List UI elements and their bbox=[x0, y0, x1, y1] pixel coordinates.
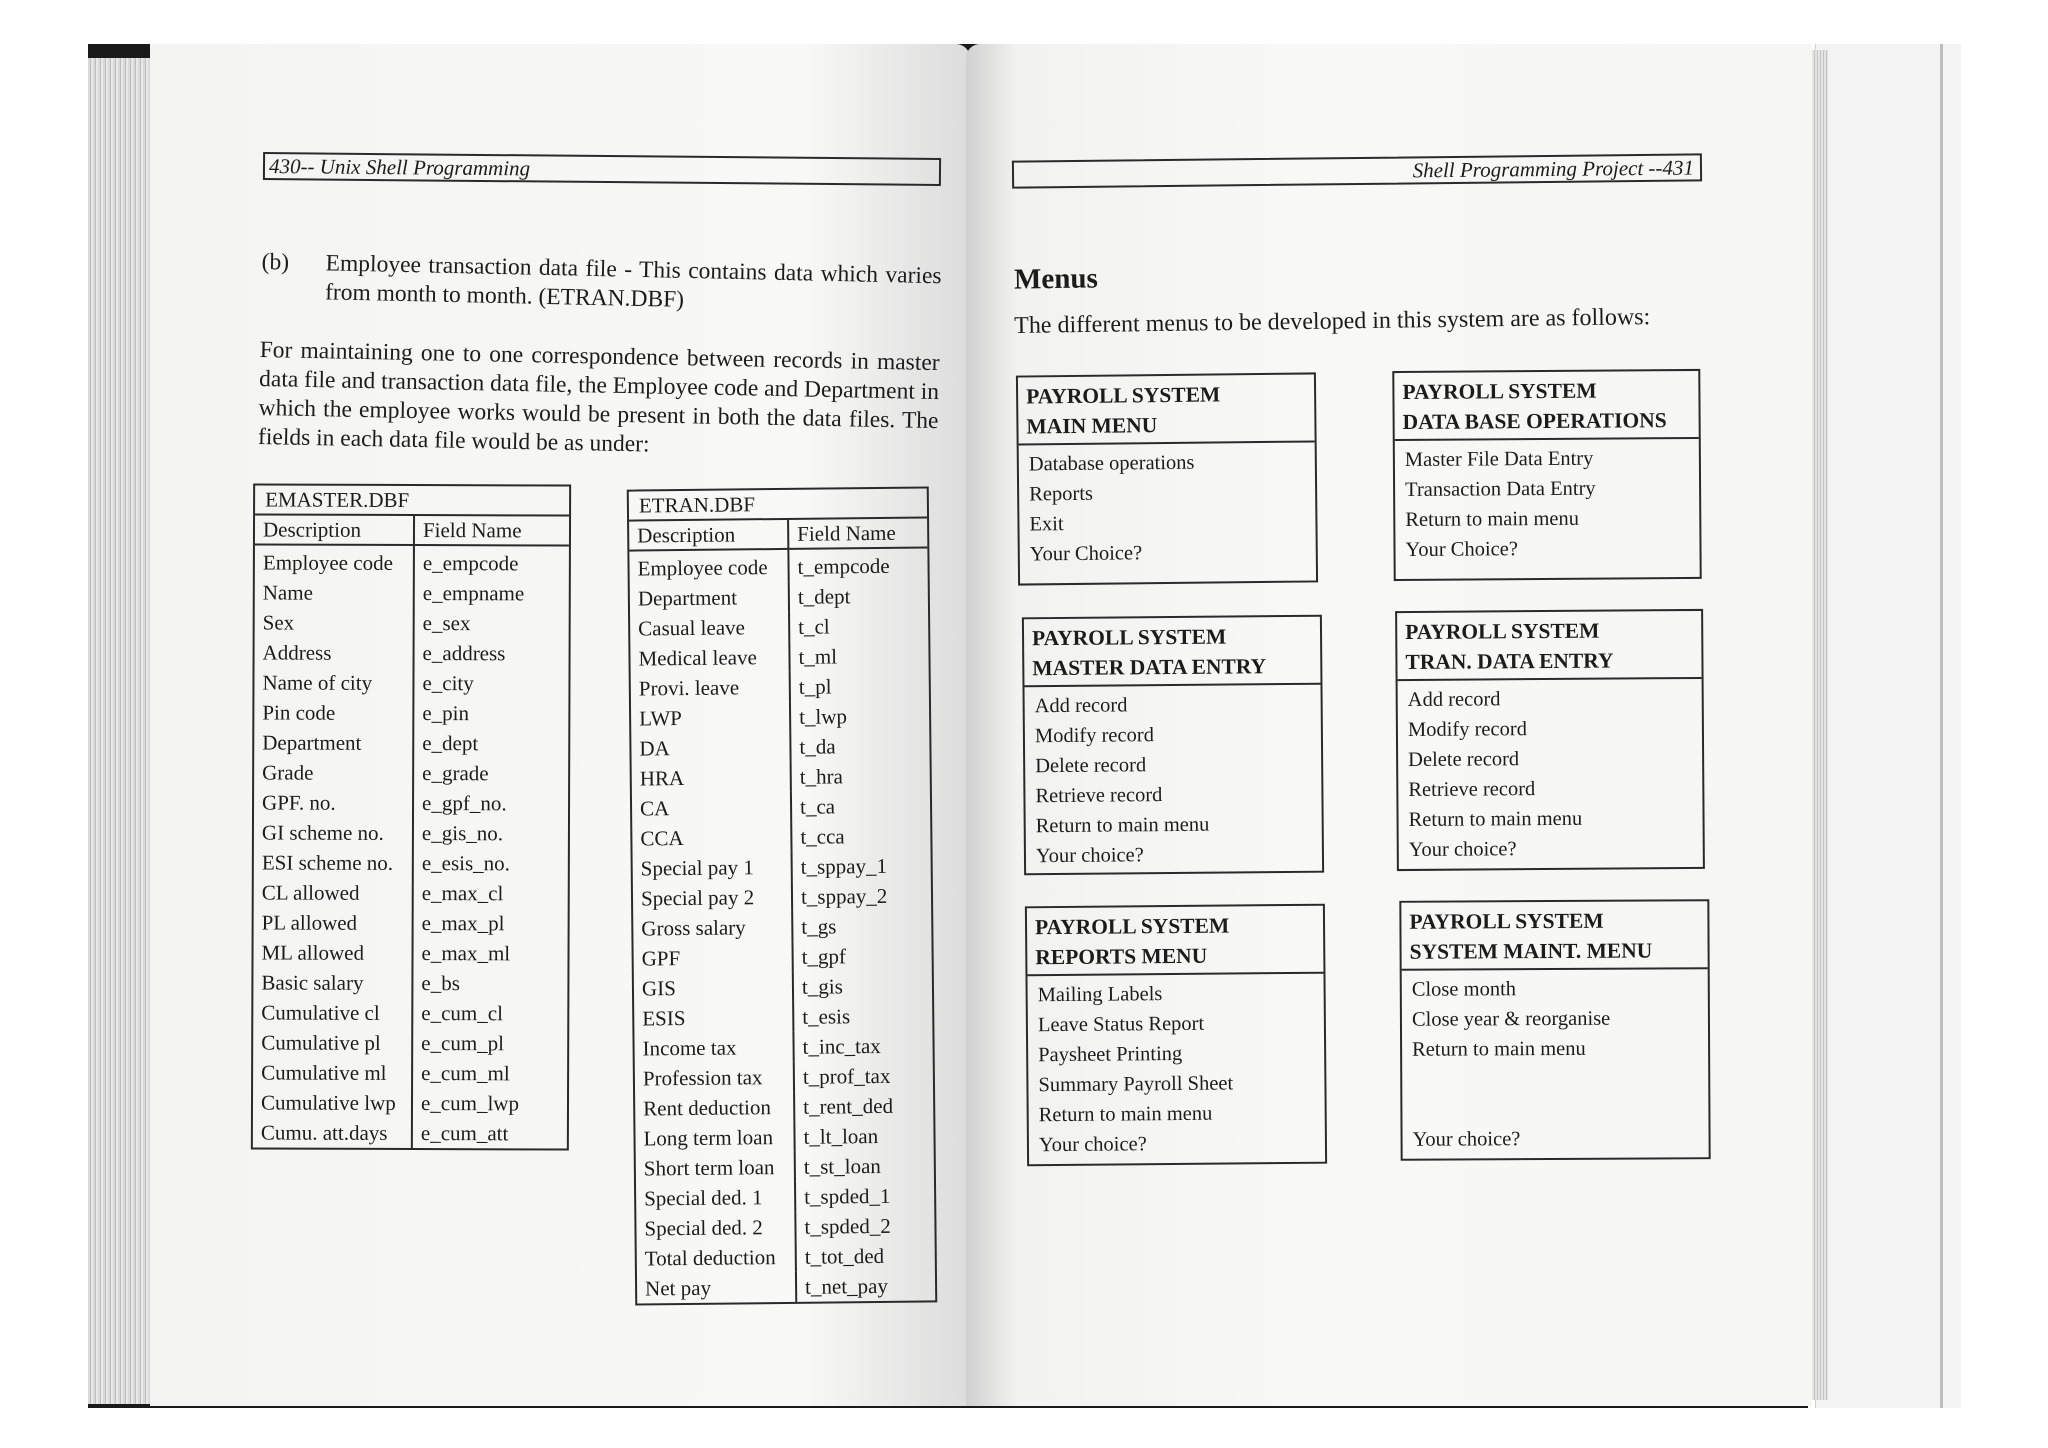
emaster-table bbox=[251, 483, 571, 1150]
menu-title bbox=[1018, 374, 1315, 445]
etran-description-cell: Special ded. 2 bbox=[636, 1212, 795, 1244]
etran-field-cell: t_cl bbox=[798, 614, 830, 639]
menu-title bbox=[1024, 617, 1321, 688]
etran-description-cell: Net pay bbox=[637, 1272, 796, 1304]
emaster-description-cell: Address bbox=[255, 637, 414, 668]
emaster-field-cell: e_esis_no. bbox=[421, 851, 510, 876]
etran-description-cell: Special ded. 1 bbox=[636, 1182, 795, 1214]
etran-field-cell: t_prof_tax bbox=[802, 1063, 891, 1089]
etran-description-cell: CA bbox=[632, 792, 791, 824]
emaster-row bbox=[255, 577, 569, 608]
emaster-field-cell: e_dept bbox=[422, 731, 479, 756]
emaster-description-cell: ML allowed bbox=[253, 937, 412, 968]
menu-item: Retrieve record bbox=[1408, 778, 1536, 801]
emaster-row bbox=[253, 1057, 567, 1088]
etran-description-cell: Special pay 1 bbox=[633, 852, 792, 884]
emaster-table-body bbox=[253, 544, 569, 1148]
emaster-description-cell: CL allowed bbox=[254, 877, 413, 908]
menu-item: Close month bbox=[1411, 978, 1517, 1001]
menu-title-line1: PAYROLL SYSTEM bbox=[1409, 908, 1604, 934]
emaster-description-cell: GPF. no. bbox=[254, 787, 413, 818]
menu-item: Your Choice? bbox=[1029, 542, 1143, 566]
etran-col-field: Field Name bbox=[788, 518, 927, 548]
menu-item: Return to main menu bbox=[1405, 507, 1580, 531]
emaster-description-cell: ESI scheme no. bbox=[254, 847, 413, 878]
menu-title-line2: DATA BASE OPERATIONS bbox=[1402, 408, 1667, 435]
menu-title bbox=[1394, 371, 1698, 441]
emaster-description-cell: Department bbox=[254, 727, 413, 758]
etran-description-cell: GIS bbox=[634, 972, 793, 1004]
menu-item: Retrieve record bbox=[1035, 784, 1163, 808]
etran-row bbox=[637, 1240, 935, 1273]
emaster-row bbox=[254, 817, 568, 848]
menu-item: Your choice? bbox=[1412, 1128, 1521, 1151]
etran-row bbox=[629, 547, 927, 583]
etran-field-cell: t_sppay_1 bbox=[800, 853, 888, 879]
emaster-field-cell: e_max_ml bbox=[421, 941, 511, 966]
etran-field-cell: t_empcode bbox=[797, 553, 890, 579]
menu-title-line2: TRAN. DATA ENTRY bbox=[1405, 648, 1614, 675]
emaster-row bbox=[255, 544, 569, 578]
emaster-description-cell: Sex bbox=[255, 607, 414, 638]
etran-description-cell: Special pay 2 bbox=[633, 882, 792, 914]
etran-field-cell: t_ml bbox=[798, 644, 838, 669]
emaster-row bbox=[254, 907, 568, 938]
etran-field-cell: t_hra bbox=[799, 764, 844, 789]
emaster-description-cell: Grade bbox=[254, 757, 413, 788]
menu-items bbox=[1398, 679, 1703, 869]
menu-item: Reports bbox=[1029, 482, 1094, 506]
menu-item: Your choice? bbox=[1038, 1133, 1147, 1157]
etran-field-cell: t_da bbox=[799, 734, 836, 759]
menu-item: Return to main menu bbox=[1035, 813, 1210, 838]
etran-field-cell: t_gis bbox=[801, 974, 843, 999]
menu-title bbox=[1027, 906, 1324, 977]
emaster-row bbox=[255, 607, 569, 638]
right-cover-flap bbox=[1815, 44, 1961, 1408]
etran-row bbox=[634, 1030, 932, 1063]
menu-items bbox=[1402, 969, 1709, 1159]
etran-description-cell: Profession tax bbox=[635, 1062, 794, 1094]
menu-spacer bbox=[1412, 1063, 1698, 1124]
emaster-row bbox=[254, 847, 568, 878]
emaster-row bbox=[254, 787, 568, 818]
emaster-row bbox=[254, 877, 568, 908]
menu-title-line1: PAYROLL SYSTEM bbox=[1031, 624, 1227, 651]
emaster-row bbox=[253, 1087, 567, 1118]
etran-field-cell: t_spded_2 bbox=[804, 1213, 891, 1239]
database-operations-menu-box bbox=[1392, 369, 1701, 581]
etran-row bbox=[631, 730, 929, 763]
etran-description-cell: DA bbox=[631, 732, 790, 764]
menu-items bbox=[1024, 685, 1322, 876]
menu-item: Your choice? bbox=[1408, 838, 1517, 861]
etran-field-cell: t_cca bbox=[800, 824, 845, 849]
menu-title-line2: REPORTS MENU bbox=[1035, 943, 1208, 970]
left-running-header: 430-- Unix Shell Programming bbox=[263, 152, 941, 186]
etran-col-description: Description bbox=[629, 520, 788, 551]
emaster-row bbox=[253, 1117, 567, 1148]
emaster-field-cell: e_max_pl bbox=[421, 911, 505, 936]
emaster-field-cell: e_cum_lwp bbox=[420, 1091, 520, 1116]
etran-description-cell: GPF bbox=[633, 942, 792, 974]
emaster-row bbox=[254, 667, 568, 698]
master-data-entry-menu-box bbox=[1022, 615, 1324, 876]
menu-title-line2: MAIN MENU bbox=[1026, 413, 1158, 439]
menu-item: Modify record bbox=[1034, 724, 1154, 748]
etran-row bbox=[636, 1210, 934, 1243]
emaster-table-name: EMASTER.DBF bbox=[255, 485, 569, 516]
etran-description-cell: CCA bbox=[632, 822, 791, 854]
emaster-row bbox=[254, 697, 568, 728]
menu-title-line1: PAYROLL SYSTEM bbox=[1402, 378, 1597, 405]
etran-description-cell: Short term loan bbox=[636, 1152, 795, 1184]
main-menu-box bbox=[1016, 372, 1318, 585]
emaster-field-cell: e_cum_att bbox=[420, 1121, 509, 1146]
emaster-field-cell: e_city bbox=[422, 671, 474, 696]
emaster-description-cell: Name of city bbox=[254, 667, 413, 698]
emaster-field-cell: e_bs bbox=[421, 971, 460, 996]
etran-field-cell: t_esis bbox=[802, 1004, 851, 1029]
emaster-row bbox=[254, 727, 568, 758]
etran-row bbox=[631, 700, 929, 733]
etran-description-cell: LWP bbox=[631, 702, 790, 734]
etran-description-cell: Long term loan bbox=[635, 1122, 794, 1154]
emaster-description-cell: Cumulative pl bbox=[253, 1027, 412, 1058]
menu-item: Modify record bbox=[1407, 718, 1527, 741]
menu-item: Return to main menu bbox=[1408, 807, 1583, 831]
etran-description-cell: Income tax bbox=[634, 1032, 793, 1064]
emaster-description-cell: Pin code bbox=[254, 697, 413, 728]
etran-row bbox=[636, 1180, 934, 1213]
etran-row bbox=[630, 580, 928, 613]
etran-field-cell: t_ca bbox=[799, 794, 836, 819]
emaster-field-cell: e_empcode bbox=[422, 551, 519, 576]
emaster-description-cell: GI scheme no. bbox=[254, 817, 413, 848]
emaster-field-cell: e_cum_pl bbox=[421, 1031, 505, 1056]
etran-row bbox=[635, 1090, 933, 1123]
menu-item: Your choice? bbox=[1035, 844, 1144, 868]
menu-items bbox=[1019, 442, 1316, 573]
intro-paragraph: For maintaining one to one correspondence between records in master data file and transaction data file, the Employee code and Department in which the employee works would be present in both the data files. The fields in each data file would be as under: bbox=[257, 336, 940, 458]
menu-title bbox=[1401, 901, 1707, 971]
etran-field-cell: t_gs bbox=[801, 914, 837, 939]
emaster-description-cell: Name bbox=[255, 577, 414, 608]
etran-field-cell: t_spded_1 bbox=[804, 1183, 891, 1209]
etran-row bbox=[637, 1270, 935, 1303]
menu-item: Delete record bbox=[1035, 754, 1147, 778]
emaster-row bbox=[253, 937, 567, 968]
menu-item: Leave Status Report bbox=[1037, 1012, 1205, 1037]
emaster-row bbox=[255, 637, 569, 668]
menus-heading: Menus bbox=[1013, 262, 1099, 296]
item-b-label: (b) bbox=[261, 248, 290, 276]
menu-title-line2: SYSTEM MAINT. MENU bbox=[1409, 938, 1653, 964]
menu-title-line2: MASTER DATA ENTRY bbox=[1032, 654, 1267, 681]
emaster-description-cell: PL allowed bbox=[254, 907, 413, 938]
menu-item: Add record bbox=[1407, 688, 1501, 711]
etran-table-name: ETRAN.DBF bbox=[629, 488, 927, 521]
emaster-field-cell: e_gis_no. bbox=[421, 821, 504, 846]
menu-item: Close year & reorganise bbox=[1411, 1007, 1611, 1031]
etran-table-body bbox=[629, 547, 935, 1303]
etran-field-cell: t_dept bbox=[797, 584, 851, 609]
emaster-field-cell: e_grade bbox=[422, 761, 489, 786]
emaster-field-cell: e_empname bbox=[422, 581, 525, 606]
emaster-description-cell: Cumulative lwp bbox=[253, 1087, 412, 1118]
etran-row bbox=[634, 1000, 932, 1033]
menu-item: Add record bbox=[1034, 694, 1128, 718]
item-b-text: Employee transaction data file - This contains data which varies from month to month. (ETRAN.DBF) bbox=[324, 250, 942, 313]
tran-data-entry-menu-box bbox=[1395, 609, 1705, 871]
emaster-row bbox=[254, 757, 568, 788]
etran-field-cell: t_lt_loan bbox=[803, 1124, 879, 1149]
etran-row bbox=[633, 880, 931, 913]
menu-item: Mailing Labels bbox=[1037, 983, 1163, 1007]
system-maint-menu-box bbox=[1399, 899, 1710, 1161]
emaster-field-cell: e_gpf_no. bbox=[422, 791, 507, 816]
menu-item: Master File Data Entry bbox=[1404, 447, 1594, 471]
emaster-row bbox=[253, 1027, 567, 1058]
etran-row bbox=[630, 640, 928, 673]
etran-field-cell: t_lwp bbox=[798, 704, 848, 729]
etran-row bbox=[633, 850, 931, 883]
menu-item: Paysheet Printing bbox=[1038, 1042, 1183, 1067]
etran-description-cell: Provi. leave bbox=[631, 672, 790, 704]
menu-item: Your Choice? bbox=[1405, 538, 1518, 561]
etran-description-cell: ESIS bbox=[634, 1002, 793, 1034]
etran-row bbox=[630, 610, 928, 643]
etran-field-cell: t_rent_ded bbox=[803, 1093, 894, 1119]
etran-description-cell: Gross salary bbox=[633, 912, 792, 944]
etran-description-cell: Total deduction bbox=[637, 1242, 796, 1274]
etran-row bbox=[631, 670, 929, 703]
etran-row bbox=[636, 1150, 934, 1183]
etran-row bbox=[635, 1060, 933, 1093]
etran-description-cell: Medical leave bbox=[630, 642, 789, 674]
emaster-row bbox=[253, 997, 567, 1028]
etran-row bbox=[634, 970, 932, 1003]
emaster-description-cell: Employee code bbox=[255, 544, 414, 578]
emaster-field-cell: e_pin bbox=[422, 701, 470, 726]
emaster-field-cell: e_cum_cl bbox=[421, 1001, 503, 1026]
etran-description-cell: Rent deduction bbox=[635, 1092, 794, 1124]
etran-row bbox=[632, 820, 930, 853]
menu-item: Exit bbox=[1029, 513, 1064, 536]
etran-field-cell: t_net_pay bbox=[804, 1273, 889, 1299]
etran-description-cell: Casual leave bbox=[630, 612, 789, 644]
menu-item: Delete record bbox=[1408, 748, 1520, 771]
emaster-description-cell: Cumulative ml bbox=[253, 1057, 412, 1088]
menu-title bbox=[1397, 611, 1701, 681]
menu-item: Summary Payroll Sheet bbox=[1038, 1072, 1234, 1097]
emaster-description-cell: Basic salary bbox=[253, 967, 412, 998]
menu-item: Return to main menu bbox=[1038, 1102, 1213, 1127]
etran-row bbox=[632, 790, 930, 823]
etran-field-cell: t_st_loan bbox=[803, 1153, 881, 1179]
menu-item: Database operations bbox=[1028, 451, 1195, 476]
menus-intro: The different menus to be developed in this system are as follows: bbox=[1014, 304, 1651, 339]
emaster-col-description: Description bbox=[255, 515, 414, 545]
emaster-field-cell: e_sex bbox=[422, 611, 471, 636]
etran-table bbox=[627, 486, 938, 1305]
etran-field-cell: t_gpf bbox=[801, 944, 847, 969]
menu-title-line1: PAYROLL SYSTEM bbox=[1034, 913, 1230, 940]
menu-item: Transaction Data Entry bbox=[1405, 477, 1596, 501]
menu-title-line1: PAYROLL SYSTEM bbox=[1405, 618, 1600, 645]
right-running-header: Shell Programming Project --431 bbox=[1012, 153, 1702, 188]
menu-title-line1: PAYROLL SYSTEM bbox=[1026, 382, 1221, 409]
emaster-field-cell: e_cum_ml bbox=[421, 1061, 510, 1086]
menu-items bbox=[1027, 974, 1325, 1165]
menu-items bbox=[1395, 439, 1700, 569]
emaster-field-cell: e_max_cl bbox=[421, 881, 504, 906]
etran-field-cell: t_inc_tax bbox=[802, 1033, 881, 1059]
emaster-description-cell: Cumulative cl bbox=[253, 997, 412, 1028]
etran-description-cell: HRA bbox=[632, 762, 791, 794]
etran-row bbox=[633, 910, 931, 943]
etran-field-cell: t_tot_ded bbox=[804, 1243, 885, 1269]
etran-row bbox=[633, 940, 931, 973]
emaster-row bbox=[253, 967, 567, 998]
etran-row bbox=[635, 1120, 933, 1153]
etran-field-cell: t_sppay_2 bbox=[800, 883, 888, 909]
emaster-description-cell: Cumu. att.days bbox=[253, 1117, 412, 1148]
reports-menu-box bbox=[1025, 904, 1327, 1167]
etran-description-cell: Department bbox=[630, 582, 789, 614]
menu-item: Return to main menu bbox=[1412, 1037, 1586, 1061]
etran-description-cell: Employee code bbox=[629, 549, 788, 584]
emaster-col-field: Field Name bbox=[414, 516, 569, 546]
emaster-field-cell: e_address bbox=[422, 641, 506, 666]
etran-field-cell: t_pl bbox=[798, 674, 832, 699]
etran-row bbox=[632, 760, 930, 793]
